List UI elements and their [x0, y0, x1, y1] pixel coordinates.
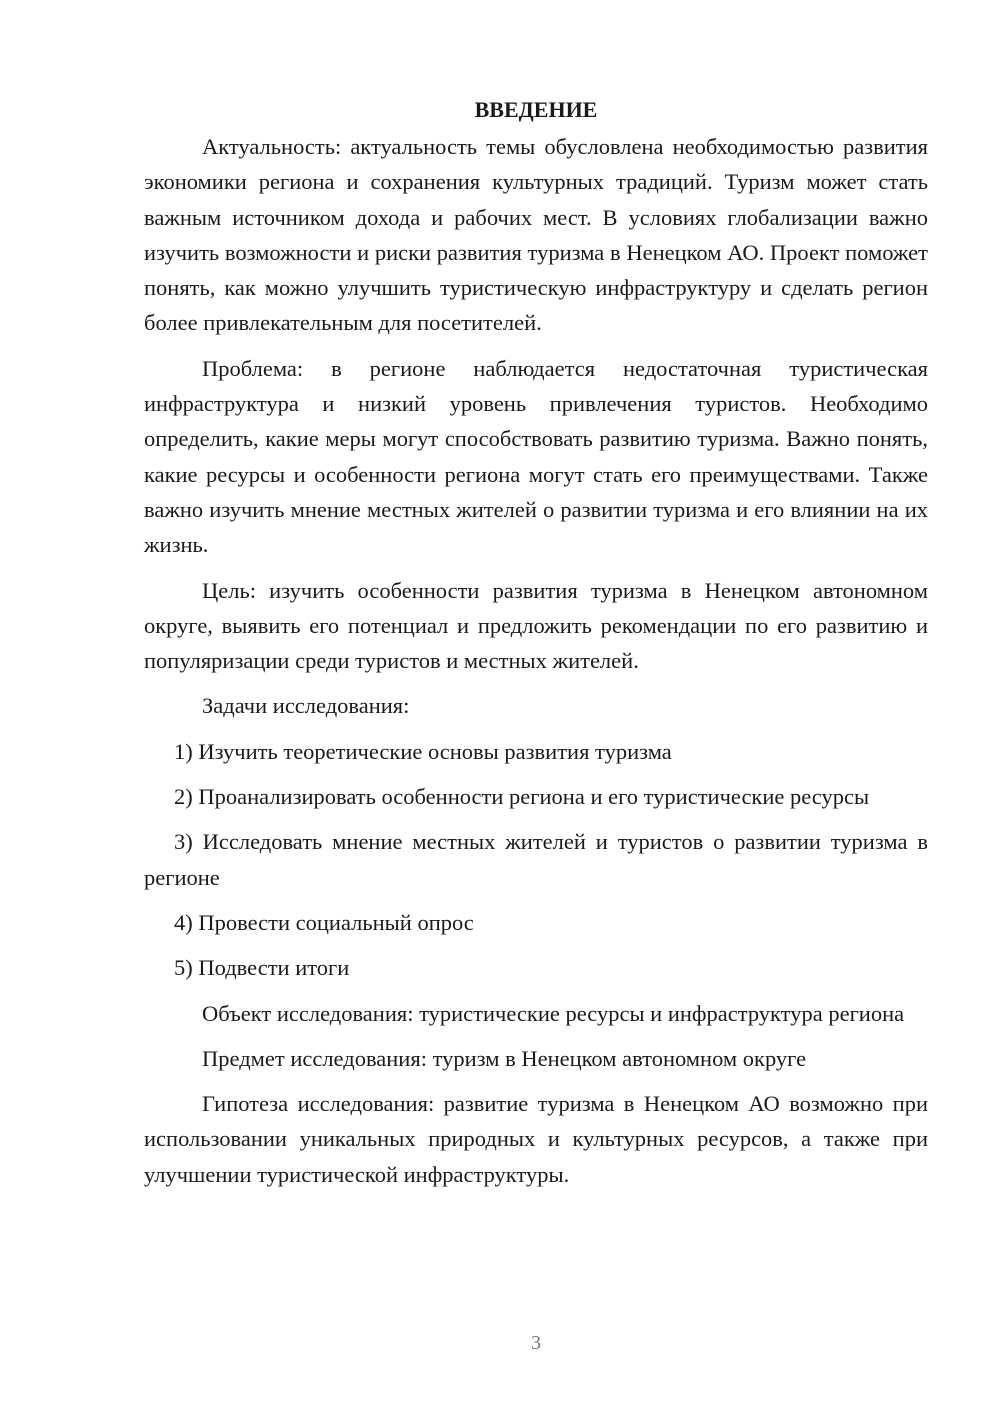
- object-paragraph: Объект исследования: туристические ресурсы и инфраструктура региона: [202, 1000, 905, 1026]
- page-number: 3: [531, 1332, 541, 1354]
- task-item: 2) Проанализировать особенности региона и его туристические ресурсы: [174, 784, 870, 810]
- goal-paragraph: Цель: изучить особенности развития туризма в Ненецком автономном округе, выявить его потенциал и предложить рекомендации по его развитию и популяризации среди туристов и местных жителей.: [144, 577, 928, 674]
- tasks-heading: Задачи исследования:: [202, 693, 410, 719]
- task-item: 1) Изучить теоретические основы развития туризма: [174, 738, 672, 764]
- hypothesis-paragraph: Гипотеза исследования: развитие туризма в Ненецком АО возможно при использовании уникальных природных и культурных ресурсов, а также при улучшении туристической инфраструктуры.: [144, 1091, 928, 1187]
- task-item: 5) Подвести итоги: [174, 955, 350, 981]
- subject-paragraph: Предмет исследования: туризм в Ненецком автономном округе: [202, 1045, 807, 1071]
- section-heading: ВВЕДЕНИЕ: [474, 97, 598, 122]
- document-page: [144, 92, 928, 1202]
- task-item: 3) Исследовать мнение местных жителей и туристов о развитии туризма в регионе: [144, 829, 928, 890]
- problem-paragraph: Проблема: в регионе наблюдается недостаточная туристическая инфраструктура и низкий уровень привлечения туристов. Необходимо определить, какие меры могут способствовать развитию туризма. Важно понять, какие ресурсы и особенности региона могут стать его преимуществами. Также важно изучить мнение местных жителей о развитии туризма и его влиянии на их жизнь.: [144, 355, 928, 558]
- task-item: 4) Провести социальный опрос: [174, 909, 474, 935]
- relevance-paragraph: Актуальность: актуальность темы обусловлена необходимостью развития экономики региона и сохранения культурных традиций. Туризм может стать важным источником дохода и рабочих мест. В условиях глобализации важно изучить возможности и риски развития туризма в Ненецком АО. Проект поможет понять, как можно улучшить туристическую инфраструктуру и сделать регион более привлекательным для посетителей.: [144, 134, 928, 336]
